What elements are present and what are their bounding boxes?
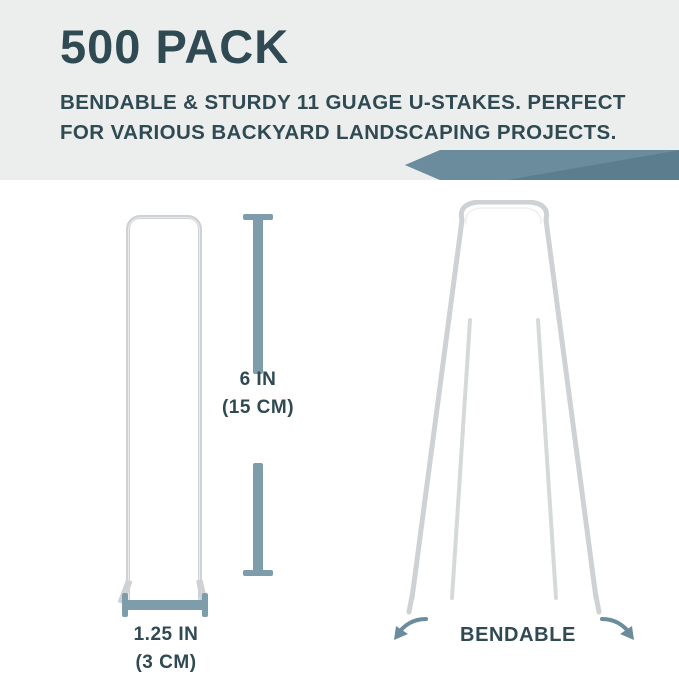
width-dimension-bar bbox=[124, 600, 206, 610]
height-dimension-inches: 6 IN bbox=[239, 369, 277, 390]
page-title: 500 PACK bbox=[60, 20, 290, 73]
u-stake-bendable bbox=[400, 200, 620, 620]
u-stake-straight-highlight bbox=[128, 217, 200, 600]
page-subtitle-line1: BENDABLE & STURDY 11 GUAGE U-STAKES. PERFECT bbox=[60, 91, 626, 114]
height-dimension-cap-bottom bbox=[243, 570, 273, 576]
height-dimension-bar-top bbox=[253, 214, 263, 374]
width-dimension-centimeters: (3 CM) bbox=[135, 651, 197, 673]
width-dimension-inches: 1.25 IN bbox=[133, 624, 199, 645]
height-dimension-centimeters: (15 CM) bbox=[221, 396, 295, 418]
arrow-right-icon bbox=[600, 616, 636, 644]
product-area bbox=[0, 180, 679, 679]
height-dimension-label bbox=[201, 366, 315, 421]
arrow-left-icon bbox=[392, 616, 428, 644]
page-subtitle-line2: FOR VARIOUS BACKYARD LANDSCAPING PROJECTS. bbox=[60, 121, 617, 145]
width-dimension-label bbox=[106, 621, 226, 676]
width-dimension-cap-right bbox=[202, 593, 208, 617]
page-subtitle bbox=[60, 88, 660, 149]
bendable-label: BENDABLE bbox=[460, 624, 576, 646]
height-dimension-bar-bottom bbox=[253, 463, 263, 575]
